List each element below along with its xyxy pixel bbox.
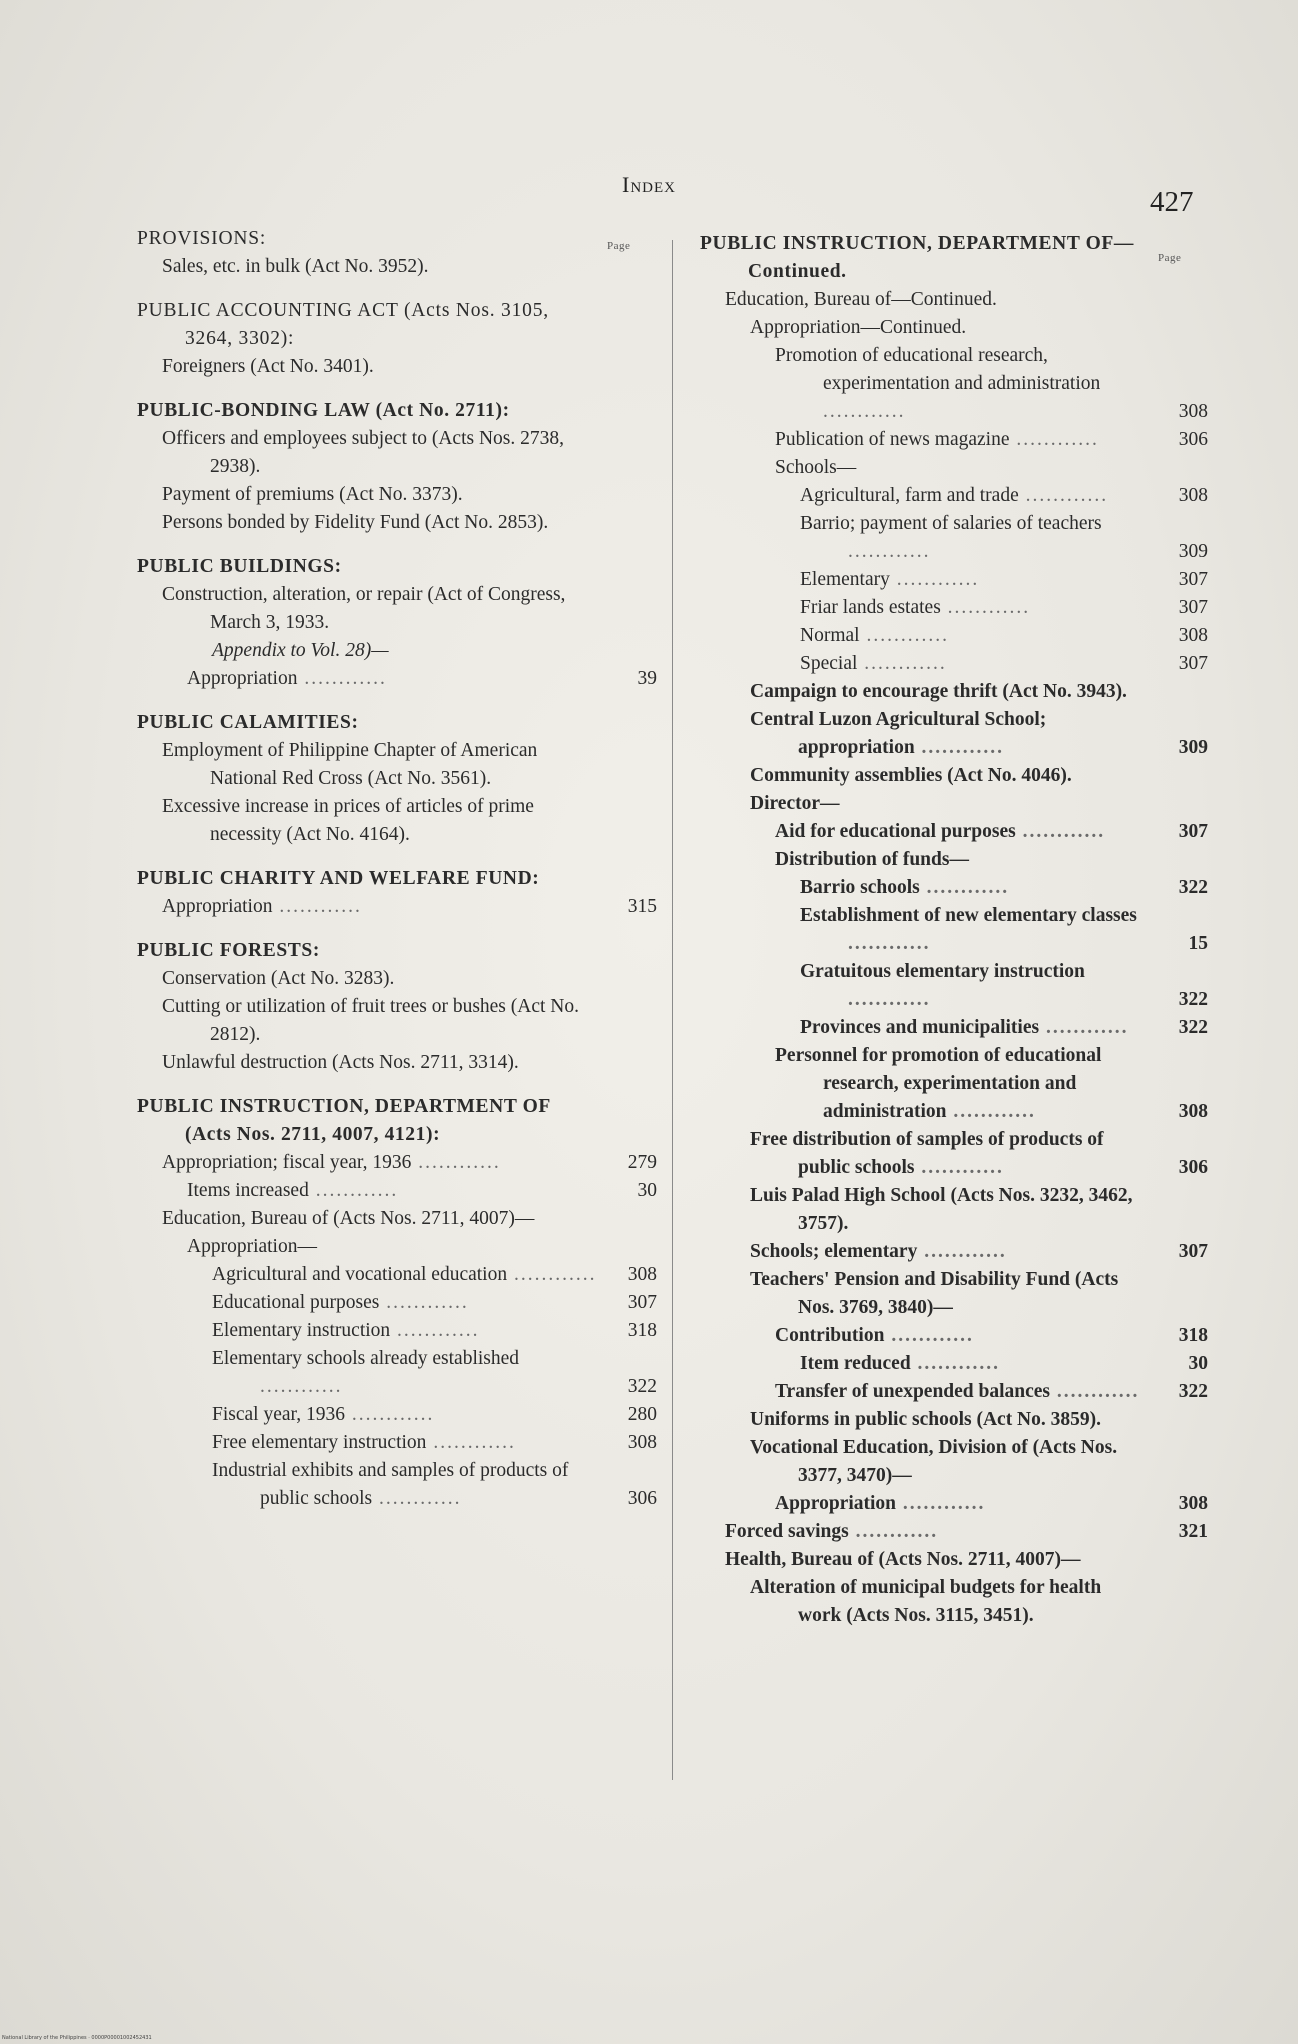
index-entry [700, 762, 1208, 790]
index-entry-page: 307 [1178, 569, 1208, 590]
leader-dots: ............ [411, 1152, 501, 1173]
index-entry [137, 665, 657, 693]
index-entry-text: Excessive increase in prices of articles of prime necessity (Act No. 4164). [162, 796, 534, 845]
column-rule [672, 240, 673, 1780]
index-entry [700, 1238, 1208, 1266]
index-entry [137, 1289, 657, 1317]
entry-gap [137, 1077, 657, 1093]
index-entry [700, 650, 1208, 678]
index-entry-text: Provinces and municipalities [800, 1017, 1040, 1038]
index-entry [137, 225, 657, 253]
index-entry [137, 1345, 657, 1401]
index-entry [700, 902, 1208, 958]
index-entry-text: Establishment of new elementary classes [800, 905, 1137, 926]
index-entry [700, 314, 1208, 342]
leader-dots: ............ [372, 1488, 462, 1509]
index-entry [137, 1233, 657, 1261]
index-entry [137, 481, 657, 509]
index-entry-text: PUBLIC INSTRUCTION, DEPARTMENT OF (Acts Nos. 2711, 4007, 4121): [137, 1096, 551, 1145]
index-entry-page: 318 [1178, 1325, 1208, 1346]
index-entry [137, 793, 657, 849]
index-entry-text: Unlawful destruction (Acts Nos. 2711, 3314). [162, 1052, 519, 1073]
index-entry-text: Health, Bureau of (Acts Nos. 2711, 4007)— [725, 1549, 1081, 1570]
index-entry-page: 308 [627, 1264, 657, 1285]
index-entry [700, 510, 1208, 566]
index-entry [700, 454, 1208, 482]
leader-dots: ............ [914, 1157, 1004, 1178]
index-entry-text: Educational purposes [212, 1292, 380, 1313]
index-entry [137, 1093, 657, 1149]
index-entry-page: 308 [1178, 1101, 1208, 1122]
index-entry-text: Industrial exhibits and samples of products of public schools [212, 1460, 569, 1509]
index-entry [700, 1490, 1208, 1518]
index-entry-page: 322 [1178, 1381, 1208, 1402]
leader-dots: ............ [889, 569, 980, 590]
entry-gap [137, 849, 657, 865]
leader-dots: ............ [308, 1180, 399, 1201]
index-entry-text: PUBLIC INSTRUCTION, DEPARTMENT OF—Continued. [700, 233, 1134, 282]
leader-dots: ............ [857, 653, 947, 674]
leader-dots: ............ [910, 1353, 1001, 1374]
index-entry-text: Transfer of unexpended balances [775, 1381, 1051, 1402]
index-entry-page: 321 [1178, 1521, 1208, 1542]
index-entry [700, 230, 1208, 286]
index-entry [137, 397, 657, 425]
leader-dots: ............ [859, 625, 949, 646]
entry-gap [137, 281, 657, 297]
index-entry [700, 342, 1208, 426]
leader-dots: ............ [1009, 429, 1099, 450]
index-entry [137, 297, 657, 353]
index-entry [137, 637, 657, 665]
index-entry-text: Luis Palad High School (Acts Nos. 3232, 3462, 3757). [750, 1185, 1133, 1234]
index-entry-page: 307 [1178, 653, 1208, 674]
index-entry [700, 958, 1208, 1014]
index-entry-text: PROVISIONS: [137, 228, 267, 249]
index-entry [700, 1322, 1208, 1350]
index-entry [700, 1014, 1208, 1042]
index-entry-text: Free distribution of samples of products of public schools [750, 1129, 1104, 1178]
index-entry [137, 353, 657, 381]
index-entry-text: Education, Bureau of—Continued. [725, 289, 997, 310]
index-entry-text: Friar lands estates [800, 597, 941, 618]
index-entry [137, 1049, 657, 1077]
index-entry-page: 322 [1178, 1017, 1208, 1038]
index-entry-text: PUBLIC CHARITY AND WELFARE FUND: [137, 868, 540, 889]
index-entry-text: Personnel for promotion of educational research, experimentation and administration [775, 1045, 1102, 1122]
index-entry-text: Elementary instruction [212, 1320, 391, 1341]
index-entry [137, 509, 657, 537]
index-entry [700, 1546, 1208, 1574]
index-entry [137, 581, 657, 637]
index-entry [700, 706, 1208, 762]
index-entry-page: 308 [1178, 485, 1208, 506]
index-entry-text: Publication of news magazine [775, 429, 1010, 450]
index-entry-text: Sales, etc. in bulk (Act No. 3952). [162, 256, 429, 277]
index-entry-page: 322 [627, 1376, 657, 1397]
index-entry [700, 1434, 1208, 1490]
leader-dots: ............ [297, 668, 387, 689]
index-entry-text: Employment of Philippine Chapter of American National Red Cross (Act No. 3561). [162, 740, 538, 789]
index-entry-page: 309 [1178, 541, 1208, 562]
right-column [700, 230, 1208, 1630]
entry-gap [137, 693, 657, 709]
index-entry-text: PUBLIC BUILDINGS: [137, 556, 342, 577]
index-entry-text: Appropriation— [187, 1236, 317, 1257]
index-entry-page: 306 [627, 1488, 657, 1509]
index-entry-text: Schools; elementary [750, 1241, 918, 1262]
index-entry-text: Central Luzon Agricultural School; appropriation [750, 709, 1047, 758]
index-entry-text: Gratuitous elementary instruction [800, 961, 1085, 982]
index-entry [700, 874, 1208, 902]
leader-dots: ............ [848, 989, 931, 1010]
left-column [137, 225, 657, 1513]
index-entry-text: Barrio schools [800, 877, 920, 898]
index-entry [700, 1518, 1208, 1546]
index-entry-text: Appropriation [775, 1493, 896, 1514]
index-entry-text: Alteration of municipal budgets for health work (Acts Nos. 3115, 3451). [750, 1577, 1102, 1626]
leader-dots: ............ [390, 1320, 480, 1341]
index-entry [137, 1177, 657, 1205]
entry-gap [137, 381, 657, 397]
leader-dots: ............ [917, 1241, 1007, 1262]
leader-dots: ............ [379, 1292, 469, 1313]
index-entry [700, 678, 1208, 706]
index-entry-text: Distribution of funds— [775, 849, 969, 870]
index-entry-text: Construction, alteration, or repair (Act of Congress, March 3, 1933. [162, 584, 566, 633]
index-entry [137, 965, 657, 993]
index-entry-text: Community assemblies (Act No. 4046). [750, 765, 1072, 786]
index-entry [137, 1401, 657, 1429]
index-entry-text: Persons bonded by Fidelity Fund (Act No. 2853). [162, 512, 549, 533]
index-entry-text: PUBLIC CALAMITIES: [137, 712, 359, 733]
index-entry [137, 1205, 657, 1233]
index-entry [137, 709, 657, 737]
index-entry-page: 308 [1178, 1493, 1208, 1514]
index-entry [700, 1042, 1208, 1126]
index-entry-text: Agricultural and vocational education [212, 1264, 508, 1285]
leader-dots: ............ [848, 541, 931, 562]
leader-dots: ............ [914, 737, 1005, 758]
index-entry [700, 286, 1208, 314]
index-entry-page: 322 [1178, 877, 1208, 898]
index-entry [137, 865, 657, 893]
leader-dots: ............ [272, 896, 362, 917]
index-entry-text: Free elementary instruction [212, 1432, 427, 1453]
index-entry [700, 1182, 1208, 1238]
leader-dots: ............ [1018, 485, 1109, 506]
page-number: 427 [1150, 186, 1194, 218]
index-entry [137, 553, 657, 581]
index-entry-text: Agricultural, farm and trade [800, 485, 1019, 506]
index-entry [137, 993, 657, 1049]
index-entry-text: Items increased [187, 1180, 309, 1201]
index-entry-page: 307 [1178, 597, 1208, 618]
index-entry [137, 253, 657, 281]
index-entry-page: 307 [627, 1292, 657, 1313]
leader-dots: ............ [848, 933, 931, 954]
index-entry-page: 307 [1178, 821, 1208, 842]
leader-dots: ............ [946, 1101, 1036, 1122]
index-entry-page: 318 [627, 1320, 657, 1341]
index-entry [700, 426, 1208, 454]
leader-dots: ............ [426, 1432, 516, 1453]
running-head: Index [622, 172, 676, 197]
index-entry [137, 1261, 657, 1289]
index-entry-text: PUBLIC ACCOUNTING ACT (Acts Nos. 3105, 3264, 3302): [137, 300, 549, 349]
index-entry [700, 566, 1208, 594]
index-entry [137, 1149, 657, 1177]
index-entry-page: 30 [637, 1180, 657, 1201]
index-entry-text: Item reduced [800, 1353, 911, 1374]
index-entry-page: 279 [627, 1152, 657, 1173]
leader-dots: ............ [1015, 821, 1106, 842]
index-entry-page: 15 [1188, 933, 1208, 954]
index-entry-text: Special [800, 653, 858, 674]
index-entry [137, 1429, 657, 1457]
leader-dots: ............ [896, 1493, 986, 1514]
index-entry-page: 308 [1178, 625, 1208, 646]
index-entry-page: 30 [1188, 1353, 1208, 1374]
index-entry-text: Appropriation [162, 896, 273, 917]
index-entry-text: Promotion of educational research, experimentation and administration [775, 345, 1101, 394]
index-entry [700, 482, 1208, 510]
index-entry-text: Forced savings [725, 1521, 849, 1542]
index-entry [700, 1378, 1208, 1406]
left-page-column-label: Page [607, 240, 631, 252]
index-entry-text: Aid for educational purposes [775, 821, 1016, 842]
index-entry-text: Elementary [800, 569, 890, 590]
leader-dots: ............ [940, 597, 1031, 618]
index-entry-page: 315 [627, 896, 657, 917]
index-entry-page: 309 [1178, 737, 1208, 758]
index-entry-text: Normal [800, 625, 860, 646]
index-entry-page: 306 [1178, 1157, 1208, 1178]
leader-dots: ............ [919, 877, 1010, 898]
index-entry-page: 306 [1178, 429, 1208, 450]
index-entry [700, 1406, 1208, 1434]
entry-gap [137, 537, 657, 553]
index-entry [700, 1574, 1208, 1630]
index-entry [700, 790, 1208, 818]
leader-dots: ............ [260, 1376, 343, 1397]
index-entry-text: Appropriation [187, 668, 298, 689]
index-entry-text: PUBLIC-BONDING LAW (Act No. 2711): [137, 400, 510, 421]
index-entry-text: PUBLIC FORESTS: [137, 940, 320, 961]
index-entry-page: 280 [627, 1404, 657, 1425]
index-entry-text: Elementary schools already established [212, 1348, 520, 1369]
index-entry [137, 425, 657, 481]
index-entry [700, 622, 1208, 650]
leader-dots: ............ [884, 1325, 974, 1346]
index-entry-text: Appropriation—Continued. [750, 317, 967, 338]
index-entry-text: Campaign to encourage thrift (Act No. 3943). [750, 681, 1127, 702]
index-entry-text: Barrio; payment of salaries of teachers [800, 513, 1102, 534]
index-entry [137, 737, 657, 793]
index-entry-text: Uniforms in public schools (Act No. 3859). [750, 1409, 1102, 1430]
index-entry-text: Director— [750, 793, 840, 814]
index-entry [700, 846, 1208, 874]
index-entry-text: Appendix to Vol. 28)— [212, 640, 389, 661]
leader-dots: ............ [848, 1521, 939, 1542]
footer-credit: National Library of the Philippines · 0000P00001002452431 [2, 2035, 152, 2041]
leader-dots: ............ [507, 1264, 597, 1285]
index-entry [700, 1350, 1208, 1378]
index-entry [700, 1126, 1208, 1182]
index-entry-text: Cutting or utilization of fruit trees or bushes (Act No. 2812). [162, 996, 580, 1045]
index-entry-text: Appropriation; fiscal year, 1936 [162, 1152, 412, 1173]
index-entry-text: Education, Bureau of (Acts Nos. 2711, 4007)— [162, 1208, 535, 1229]
index-entry-text: Schools— [775, 457, 857, 478]
index-entry-page: 39 [637, 668, 657, 689]
index-entry-page: 307 [1178, 1241, 1208, 1262]
index-entry-page: 322 [1178, 989, 1208, 1010]
index-entry-text: Teachers' Pension and Disability Fund (Acts Nos. 3769, 3840)— [750, 1269, 1119, 1318]
index-entry [700, 594, 1208, 622]
right-page-column-label: Page [1158, 252, 1182, 264]
index-entry [700, 818, 1208, 846]
index-entry [137, 893, 657, 921]
index-entry-text: Vocational Education, Division of (Acts Nos. 3377, 3470)— [750, 1437, 1118, 1486]
index-entry-text: Conservation (Act No. 3283). [162, 968, 395, 989]
index-entry [137, 1457, 657, 1513]
index-entry-text: Contribution [775, 1325, 885, 1346]
index-entry-text: Officers and employees subject to (Acts Nos. 2738, 2938). [162, 428, 565, 477]
leader-dots: ............ [823, 401, 906, 422]
index-entry-page: 308 [1178, 401, 1208, 422]
index-entry [137, 1317, 657, 1345]
leader-dots: ............ [1039, 1017, 1129, 1038]
index-entry-page: 308 [627, 1432, 657, 1453]
leader-dots: ............ [1050, 1381, 1140, 1402]
index-entry-text: Payment of premiums (Act No. 3373). [162, 484, 463, 505]
index-entry-text: Foreigners (Act No. 3401). [162, 356, 374, 377]
leader-dots: ............ [344, 1404, 435, 1425]
index-entry [137, 937, 657, 965]
entry-gap [137, 921, 657, 937]
index-entry-text: Fiscal year, 1936 [212, 1404, 345, 1425]
index-entry [700, 1266, 1208, 1322]
